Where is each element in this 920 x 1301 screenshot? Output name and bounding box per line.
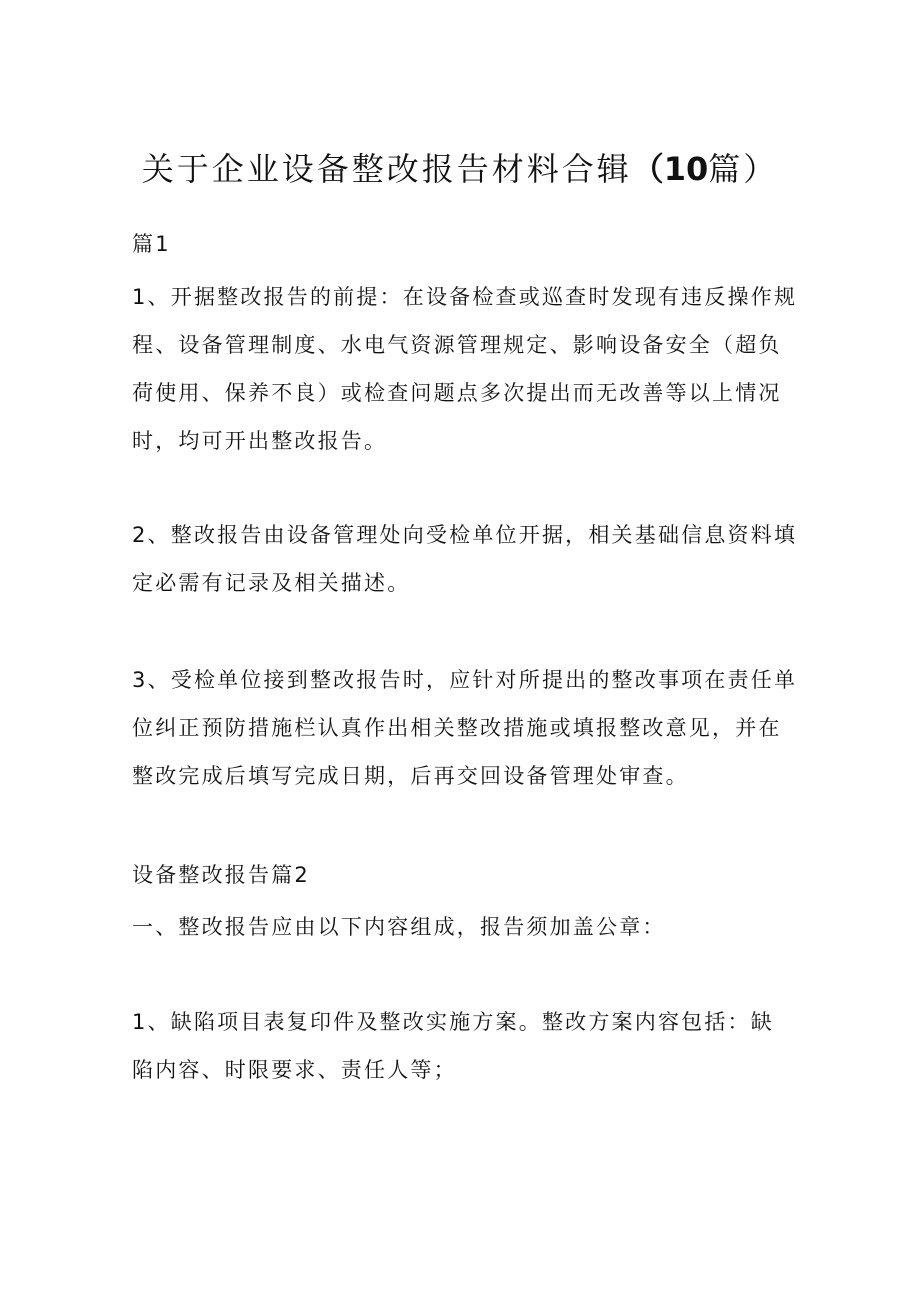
paragraph-2-line: 定必需有记录及相关描述。: [132, 571, 411, 595]
section-1-heading-text: 篇1: [132, 232, 171, 256]
title-count: （10: [631, 150, 709, 188]
paragraph-3-line: 位纠正预防措施栏认真作出相关整改措施或填报整改意见，并在: [132, 716, 782, 740]
paragraph-1-line: 1、开据整改报告的前提：在设备检查或巡查时发现有违反操作规: [132, 285, 798, 309]
section-2-heading-text: 设备整改报告篇2: [132, 863, 310, 887]
paragraph-4-line: 陷内容、时限要求、责任人等；: [132, 1058, 457, 1082]
paragraph-4: [132, 998, 792, 1094]
paragraph-2: [132, 511, 798, 607]
paragraph-1-line: 荷使用、保养不良）或检查问题点多次提出而无改善等以上情况: [132, 381, 782, 405]
paragraph-1-line: 程、设备管理制度、水电气资源管理规定、影响设备安全（超负: [132, 333, 782, 357]
paragraph-3-line: 整改完成后填写完成日期，后再交回设备管理处审查。: [132, 764, 689, 788]
paragraph-1: [132, 273, 798, 465]
section-1-heading: [132, 220, 792, 268]
paragraph-4-line: 1、缺陷项目表复印件及整改实施方案。整改方案内容包括：缺: [132, 1010, 774, 1034]
paragraph-3-line: 3、受检单位接到整改报告时，应针对所提出的整改事项在责任单: [132, 668, 798, 692]
section-2-intro: [132, 903, 792, 951]
document-title: [0, 146, 920, 192]
title-suffix: 篇）: [708, 150, 779, 188]
paragraph-2-line: 2、整改报告由设备管理处向受检单位开据，相关基础信息资料填: [132, 523, 798, 547]
paragraph-3: [132, 656, 798, 800]
section-2-heading: [132, 851, 792, 899]
section-2-intro-text: 一、整改报告应由以下内容组成，报告须加盖公章：: [132, 915, 666, 939]
paragraph-1-line: 时，均可开出整改报告。: [132, 429, 388, 453]
title-main: 关于企业设备整改报告材料合辑: [141, 150, 632, 188]
